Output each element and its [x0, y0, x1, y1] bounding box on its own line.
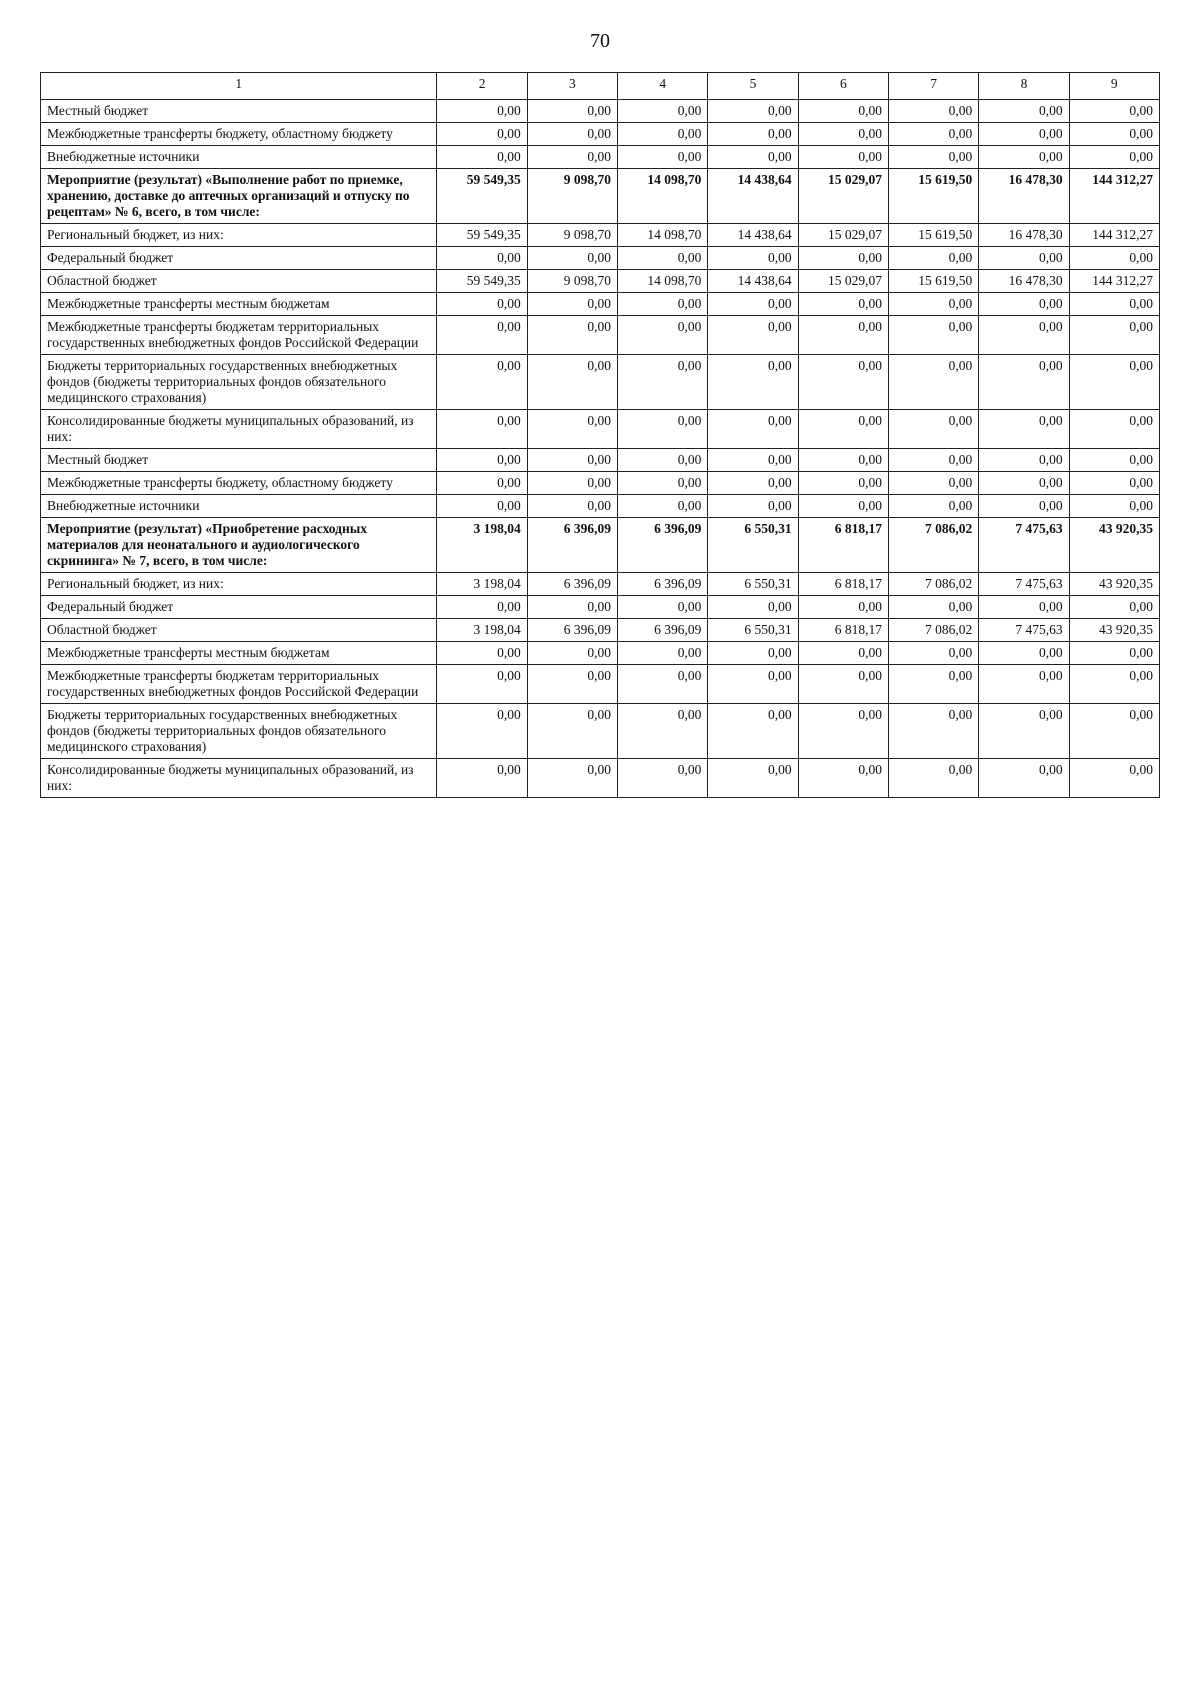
table-row: [41, 146, 1160, 169]
row-label: Местный бюджет: [41, 449, 437, 472]
table-row: [41, 665, 1160, 704]
row-label: Местный бюджет: [41, 100, 437, 123]
value-cell: 0,00: [888, 495, 978, 518]
value-cell: 0,00: [798, 355, 888, 410]
value-cell: 0,00: [1069, 410, 1159, 449]
value-cell: 0,00: [1069, 316, 1159, 355]
value-cell: 144 312,27: [1069, 270, 1159, 293]
value-cell: 0,00: [979, 146, 1069, 169]
value-cell: 0,00: [1069, 642, 1159, 665]
value-cell: 43 920,35: [1069, 619, 1159, 642]
value-cell: 0,00: [708, 596, 798, 619]
value-cell: 14 438,64: [708, 169, 798, 224]
value-cell: 0,00: [708, 146, 798, 169]
table-row: [41, 518, 1160, 573]
value-cell: 0,00: [1069, 704, 1159, 759]
table-row: [41, 247, 1160, 270]
value-cell: 0,00: [979, 247, 1069, 270]
value-cell: 43 920,35: [1069, 518, 1159, 573]
value-cell: 6 396,09: [618, 619, 708, 642]
value-cell: 0,00: [708, 293, 798, 316]
table-row: [41, 619, 1160, 642]
value-cell: 0,00: [888, 449, 978, 472]
value-cell: 7 086,02: [888, 518, 978, 573]
value-cell: 6 396,09: [618, 518, 708, 573]
value-cell: 144 312,27: [1069, 169, 1159, 224]
table-row: [41, 123, 1160, 146]
value-cell: 0,00: [618, 146, 708, 169]
row-label: Региональный бюджет, из них:: [41, 573, 437, 596]
value-cell: 3 198,04: [437, 573, 527, 596]
value-cell: 0,00: [979, 596, 1069, 619]
value-cell: 0,00: [437, 665, 527, 704]
value-cell: 0,00: [527, 472, 617, 495]
value-cell: 14 098,70: [618, 270, 708, 293]
value-cell: 0,00: [618, 247, 708, 270]
value-cell: 6 550,31: [708, 518, 798, 573]
value-cell: 59 549,35: [437, 169, 527, 224]
column-header: 5: [708, 73, 798, 100]
value-cell: 0,00: [888, 316, 978, 355]
value-cell: 15 619,50: [888, 270, 978, 293]
value-cell: 0,00: [979, 642, 1069, 665]
value-cell: 0,00: [1069, 495, 1159, 518]
value-cell: 0,00: [708, 642, 798, 665]
row-label: Мероприятие (результат) «Приобретение расходных материалов для неонатального и аудиологического скрининга» № 7, всего, в том числе:: [41, 518, 437, 573]
value-cell: 0,00: [1069, 472, 1159, 495]
value-cell: 0,00: [527, 247, 617, 270]
value-cell: 0,00: [798, 472, 888, 495]
value-cell: 0,00: [437, 247, 527, 270]
value-cell: 0,00: [527, 704, 617, 759]
value-cell: 0,00: [618, 316, 708, 355]
table-row: [41, 316, 1160, 355]
value-cell: 0,00: [708, 472, 798, 495]
value-cell: 15 619,50: [888, 169, 978, 224]
value-cell: 0,00: [437, 596, 527, 619]
value-cell: 0,00: [798, 146, 888, 169]
value-cell: 0,00: [437, 100, 527, 123]
value-cell: 0,00: [888, 472, 978, 495]
value-cell: 0,00: [888, 704, 978, 759]
value-cell: 0,00: [527, 293, 617, 316]
value-cell: 0,00: [437, 123, 527, 146]
value-cell: 7 086,02: [888, 573, 978, 596]
value-cell: 0,00: [527, 642, 617, 665]
value-cell: 15 029,07: [798, 270, 888, 293]
value-cell: 0,00: [437, 410, 527, 449]
table-row: [41, 449, 1160, 472]
row-label: Региональный бюджет, из них:: [41, 224, 437, 247]
value-cell: 7 475,63: [979, 518, 1069, 573]
table-row: [41, 224, 1160, 247]
value-cell: 6 396,09: [527, 573, 617, 596]
table-row: [41, 704, 1160, 759]
value-cell: 14 438,64: [708, 224, 798, 247]
row-label: Межбюджетные трансферты местным бюджетам: [41, 293, 437, 316]
value-cell: 0,00: [618, 472, 708, 495]
value-cell: 0,00: [527, 665, 617, 704]
row-label: Внебюджетные источники: [41, 146, 437, 169]
table-row: [41, 410, 1160, 449]
value-cell: 0,00: [618, 642, 708, 665]
value-cell: 144 312,27: [1069, 224, 1159, 247]
value-cell: 0,00: [437, 642, 527, 665]
column-header: 1: [41, 73, 437, 100]
value-cell: 0,00: [979, 123, 1069, 146]
row-label: Межбюджетные трансферты местным бюджетам: [41, 642, 437, 665]
row-label: Мероприятие (результат) «Выполнение работ по приемке, хранению, доставке до аптечных организаций и отпуску по рецептам» № 6, всего, в том числе:: [41, 169, 437, 224]
value-cell: 0,00: [1069, 449, 1159, 472]
value-cell: 0,00: [708, 123, 798, 146]
row-label: Консолидированные бюджеты муниципальных образований, из них:: [41, 759, 437, 798]
value-cell: 0,00: [1069, 146, 1159, 169]
value-cell: 0,00: [618, 495, 708, 518]
value-cell: 15 029,07: [798, 224, 888, 247]
budget-table: [40, 72, 1160, 798]
row-label: Межбюджетные трансферты бюджетам территориальных государственных внебюджетных фондов Российской Федерации: [41, 665, 437, 704]
value-cell: 0,00: [888, 596, 978, 619]
table-row: [41, 759, 1160, 798]
value-cell: 0,00: [437, 355, 527, 410]
value-cell: 0,00: [888, 642, 978, 665]
value-cell: 0,00: [437, 146, 527, 169]
table-row: [41, 472, 1160, 495]
table-row: [41, 642, 1160, 665]
value-cell: 0,00: [798, 495, 888, 518]
row-label: Межбюджетные трансферты бюджету, областному бюджету: [41, 472, 437, 495]
value-cell: 6 818,17: [798, 619, 888, 642]
value-cell: 9 098,70: [527, 270, 617, 293]
page-number: 70: [590, 30, 610, 52]
value-cell: 0,00: [979, 449, 1069, 472]
value-cell: 0,00: [798, 596, 888, 619]
value-cell: 0,00: [888, 759, 978, 798]
row-label: Федеральный бюджет: [41, 596, 437, 619]
row-label: Межбюджетные трансферты бюджетам территориальных государственных внебюджетных фондов Российской Федерации: [41, 316, 437, 355]
value-cell: 0,00: [618, 410, 708, 449]
value-cell: 0,00: [527, 100, 617, 123]
value-cell: 0,00: [708, 704, 798, 759]
value-cell: 0,00: [1069, 247, 1159, 270]
value-cell: 0,00: [618, 665, 708, 704]
value-cell: 0,00: [527, 146, 617, 169]
value-cell: 0,00: [1069, 596, 1159, 619]
column-header: 6: [798, 73, 888, 100]
value-cell: 0,00: [979, 472, 1069, 495]
value-cell: 6 396,09: [618, 573, 708, 596]
table-row: [41, 169, 1160, 224]
value-cell: 0,00: [798, 449, 888, 472]
value-cell: 59 549,35: [437, 224, 527, 247]
value-cell: 6 818,17: [798, 518, 888, 573]
column-header: 4: [618, 73, 708, 100]
value-cell: 0,00: [888, 355, 978, 410]
value-cell: 0,00: [1069, 759, 1159, 798]
value-cell: 0,00: [979, 293, 1069, 316]
value-cell: 0,00: [798, 123, 888, 146]
value-cell: 0,00: [979, 665, 1069, 704]
table-body: [41, 100, 1160, 798]
table-row: [41, 270, 1160, 293]
value-cell: 0,00: [798, 247, 888, 270]
value-cell: 0,00: [979, 410, 1069, 449]
value-cell: 0,00: [798, 665, 888, 704]
value-cell: 14 098,70: [618, 169, 708, 224]
value-cell: 0,00: [798, 100, 888, 123]
value-cell: 0,00: [527, 449, 617, 472]
row-label: Бюджеты территориальных государственных внебюджетных фондов (бюджеты территориальных фондов обязательного медицинского страхования): [41, 704, 437, 759]
value-cell: 0,00: [798, 316, 888, 355]
value-cell: 6 396,09: [527, 619, 617, 642]
value-cell: 15 619,50: [888, 224, 978, 247]
value-cell: 0,00: [979, 316, 1069, 355]
value-cell: 0,00: [798, 759, 888, 798]
column-header: 9: [1069, 73, 1159, 100]
table-row: [41, 355, 1160, 410]
value-cell: 0,00: [437, 293, 527, 316]
value-cell: 16 478,30: [979, 270, 1069, 293]
column-header: 7: [888, 73, 978, 100]
value-cell: 0,00: [1069, 100, 1159, 123]
value-cell: 0,00: [618, 355, 708, 410]
value-cell: 0,00: [708, 247, 798, 270]
value-cell: 0,00: [1069, 293, 1159, 316]
value-cell: 0,00: [798, 642, 888, 665]
value-cell: 0,00: [888, 123, 978, 146]
value-cell: 6 550,31: [708, 619, 798, 642]
value-cell: 0,00: [888, 410, 978, 449]
column-header: 3: [527, 73, 617, 100]
value-cell: 0,00: [708, 355, 798, 410]
value-cell: 0,00: [437, 495, 527, 518]
value-cell: 0,00: [527, 495, 617, 518]
row-label: Областной бюджет: [41, 270, 437, 293]
value-cell: 0,00: [798, 410, 888, 449]
value-cell: 0,00: [618, 123, 708, 146]
value-cell: 0,00: [527, 759, 617, 798]
value-cell: 0,00: [437, 472, 527, 495]
value-cell: 0,00: [527, 355, 617, 410]
table-row: [41, 100, 1160, 123]
table-row: [41, 495, 1160, 518]
value-cell: 0,00: [527, 316, 617, 355]
table-row: [41, 293, 1160, 316]
row-label: Межбюджетные трансферты бюджету, областному бюджету: [41, 123, 437, 146]
table-row: [41, 573, 1160, 596]
value-cell: 0,00: [888, 665, 978, 704]
value-cell: 0,00: [618, 704, 708, 759]
value-cell: 0,00: [979, 100, 1069, 123]
value-cell: 14 438,64: [708, 270, 798, 293]
value-cell: 0,00: [708, 316, 798, 355]
value-cell: 7 475,63: [979, 619, 1069, 642]
value-cell: 0,00: [708, 759, 798, 798]
value-cell: 0,00: [708, 495, 798, 518]
value-cell: 0,00: [437, 449, 527, 472]
row-label: Внебюджетные источники: [41, 495, 437, 518]
value-cell: 6 396,09: [527, 518, 617, 573]
value-cell: 0,00: [708, 410, 798, 449]
value-cell: 0,00: [527, 596, 617, 619]
value-cell: 0,00: [437, 704, 527, 759]
value-cell: 0,00: [618, 100, 708, 123]
value-cell: 0,00: [618, 293, 708, 316]
value-cell: 0,00: [527, 123, 617, 146]
value-cell: 0,00: [979, 355, 1069, 410]
value-cell: 0,00: [708, 665, 798, 704]
value-cell: 0,00: [1069, 665, 1159, 704]
value-cell: 0,00: [1069, 355, 1159, 410]
value-cell: 0,00: [708, 449, 798, 472]
value-cell: 9 098,70: [527, 224, 617, 247]
row-label: Бюджеты территориальных государственных внебюджетных фондов (бюджеты территориальных фондов обязательного медицинского страхования): [41, 355, 437, 410]
value-cell: 16 478,30: [979, 224, 1069, 247]
value-cell: 7 086,02: [888, 619, 978, 642]
value-cell: 0,00: [618, 759, 708, 798]
value-cell: 15 029,07: [798, 169, 888, 224]
value-cell: 3 198,04: [437, 619, 527, 642]
row-label: Областной бюджет: [41, 619, 437, 642]
value-cell: 0,00: [979, 759, 1069, 798]
value-cell: 0,00: [888, 100, 978, 123]
value-cell: 43 920,35: [1069, 573, 1159, 596]
table-row: [41, 596, 1160, 619]
value-cell: 16 478,30: [979, 169, 1069, 224]
value-cell: 0,00: [888, 293, 978, 316]
value-cell: 0,00: [618, 596, 708, 619]
row-label: Федеральный бюджет: [41, 247, 437, 270]
value-cell: 0,00: [979, 704, 1069, 759]
value-cell: 6 818,17: [798, 573, 888, 596]
value-cell: 0,00: [979, 495, 1069, 518]
value-cell: 6 550,31: [708, 573, 798, 596]
value-cell: 0,00: [888, 146, 978, 169]
value-cell: 9 098,70: [527, 169, 617, 224]
value-cell: 59 549,35: [437, 270, 527, 293]
value-cell: 0,00: [708, 100, 798, 123]
value-cell: 7 475,63: [979, 573, 1069, 596]
value-cell: 0,00: [437, 316, 527, 355]
value-cell: 0,00: [888, 247, 978, 270]
value-cell: 0,00: [798, 704, 888, 759]
column-header: 8: [979, 73, 1069, 100]
column-header: 2: [437, 73, 527, 100]
value-cell: 0,00: [798, 293, 888, 316]
value-cell: 0,00: [618, 449, 708, 472]
table-header-row: [41, 73, 1160, 100]
value-cell: 3 198,04: [437, 518, 527, 573]
value-cell: 14 098,70: [618, 224, 708, 247]
value-cell: 0,00: [527, 410, 617, 449]
value-cell: 0,00: [1069, 123, 1159, 146]
row-label: Консолидированные бюджеты муниципальных образований, из них:: [41, 410, 437, 449]
value-cell: 0,00: [437, 759, 527, 798]
